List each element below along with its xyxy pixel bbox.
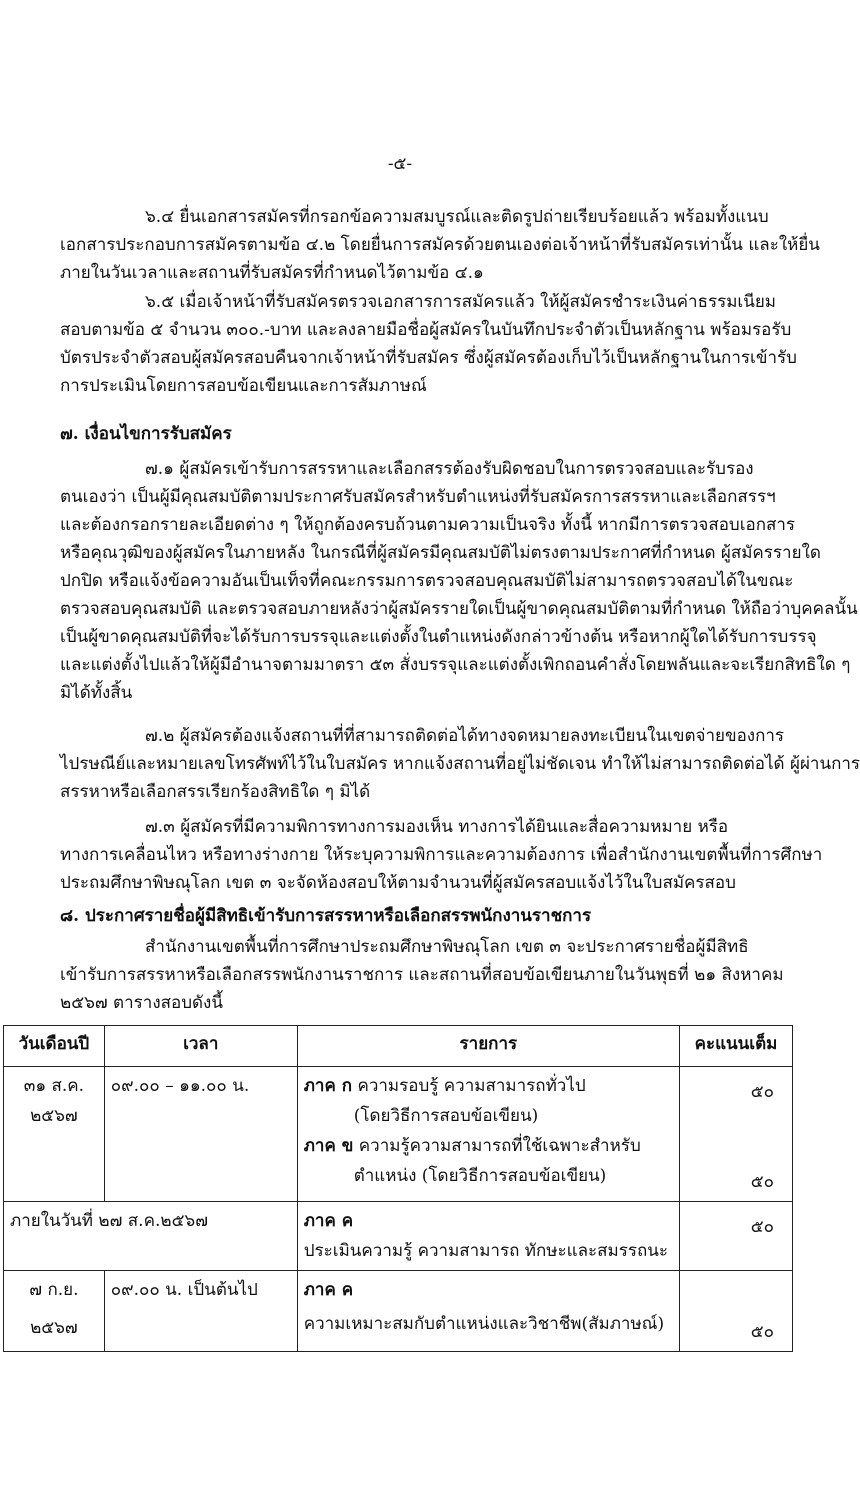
text-line: หรือคุณวุฒิของผู้สมัครในภายหลัง ในกรณีที่ผู้สมัครมีคุณสมบัติไม่ตรงตามประกาศที่กำหนด ผู้สมัครรายใด [60,543,821,563]
text-line: เอกสารประกอบการสมัครตามข้อ ๔.๒ โดยยื่นการสมัครด้วยตนเองต่อเจ้าหน้าที่รับสมัครเท่านั้น และให้ยื่น [60,235,820,255]
text-line: ๒๕๖๗ ตารางสอบดังนี้ [60,993,223,1013]
section-heading-8 [60,902,780,930]
date-cell [4,1271,105,1352]
heading-text: ๗. เงื่อนไขการรับสมัคร [60,424,232,444]
table-row [4,1067,793,1202]
part-a-line [304,1071,673,1101]
text-line: บัตรประจำตัวสอบผู้สมัครสอบคืนจากเจ้าหน้าที่รับสมัคร ซึ่งผู้สมัครต้องเก็บไว้เป็นหลักฐานในการเข้ารับ [60,348,797,368]
time-cell [104,1271,297,1352]
score-cell [679,1271,792,1352]
date-range-cell [4,1202,298,1271]
text-line: สอบตามข้อ ๕ จำนวน ๓๐๐.-บาท และลงลายมือชื่อผู้สมัครในบันทึกประจำตัวเป็นหลักฐาน พร้อมรอรับ [60,320,792,340]
text-line: ประถมศึกษาพิษณุโลก เขต ๓ จะจัดห้องสอบให้ตามจำนวนที่ผู้สมัครสอบแจ้งไว้ในใบสมัครสอบ [60,873,736,893]
text-line: ทางการเคลื่อนไหว หรือทางร่างกาย ให้ระบุความพิการและความต้องการ เพื่อสำนักงานเขตพื้นที่การศึกษา [60,845,823,865]
text-line: ๖.๔ ยื่นเอกสารสมัครที่กรอกข้อความสมบูรณ์และติดรูปถ่ายเรียบร้อยแล้ว พร้อมทั้งแนบ [145,207,769,227]
paragraph-7-2 [60,722,860,806]
part-a-method: (โดยวิธีการสอบข้อเขียน) [353,1106,539,1126]
part-a-text: ความรอบรู้ ความสามารถทั่วไป [352,1076,586,1096]
paragraph-8 [60,933,784,1017]
column-header-date: วันเดือนปี [4,1026,105,1067]
text-line: เข้ารับการสรรหาหรือเลือกสรรพนักงานราชการ และสถานที่สอบข้อเขียนภายในวันพุธที่ ๒๑ สิงหาคม [60,965,784,985]
column-header-score: คะแนนเต็ม [679,1026,792,1067]
date-line: ๓๑ ส.ค. [23,1076,85,1096]
time-text: ๐๙.๐๐ น. เป็นต้นไป [110,1280,258,1300]
text-line: ปกปิด หรือแจ้งข้อความอันเป็นเท็จที่คณะกรรมการตรวจสอบคุณสมบัติไม่สามารถตรวจสอบได้ในขณะ [60,571,794,591]
part-b-method: ตำแหน่ง (โดยวิธีการสอบข้อเขียน) [353,1166,607,1186]
text-line: ๗.๒ ผู้สมัครต้องแจ้งสถานที่ที่สามารถติดต่อได้ทางจดหมายลงทะเบียนในเขตจ่ายของการ [145,726,785,746]
text-line: ไปรษณีย์และหมายเลขโทรศัพท์ไว้ในใบสมัคร หากแจ้งสถานที่อยู่ไม่ชัดเจน ทำให้ไม่สามารถติดต่อได้ ผู้ผ่านการ [60,754,860,774]
part-b-line [304,1131,673,1161]
paragraph-6-5 [60,288,797,400]
score-part-a: ๕๐ [750,1082,774,1102]
exam-schedule-table [3,1025,793,1352]
table-row [4,1202,793,1271]
score-cell [679,1202,792,1271]
item-cell [297,1271,679,1352]
text-line: ๗.๓ ผู้สมัครที่มีความพิการทางการมองเห็น ทางการได้ยินและสื่อความหมาย หรือ [145,817,729,837]
time-cell [104,1067,297,1202]
part-a-title: ภาค ก [303,1076,353,1096]
text-line: ๖.๕ เมื่อเจ้าหน้าที่รับสมัครตรวจเอกสารการสมัครแล้ว ให้ผู้สมัครชำระเงินค่าธรรมเนียม [145,292,777,312]
date-year: ๒๕๖๗ [30,1318,78,1338]
column-header-item: รายการ [297,1026,679,1067]
section-heading-7 [60,420,780,448]
item-cell [297,1202,679,1271]
text-line: สำนักงานเขตพื้นที่การศึกษาประถมศึกษาพิษณุโลก เขต ๓ จะประกาศรายชื่อผู้มีสิทธิ [145,937,749,957]
item-cell [297,1067,679,1202]
part-c-title: ภาค ค [303,1280,354,1300]
text-line: การประเมินโดยการสอบข้อเขียนและการสัมภาษณ์ [60,376,427,396]
paragraph-6-4 [60,203,820,287]
paragraph-7-1 [60,455,858,707]
date-cell [4,1067,105,1202]
part-c-text: ประเมินความรู้ ความสามารถ ทักษะและสมรรถนะ [303,1241,669,1261]
text-line: ภายในวันเวลาและสถานที่รับสมัครที่กำหนดไว้ตามข้อ ๔.๑ [60,263,484,283]
date-year: ๒๕๖๗ [30,1106,78,1126]
part-c-title: ภาค ค [303,1211,354,1231]
time-text: ๐๙.๐๐ – ๑๑.๐๐ น. [110,1076,250,1096]
score-cell [679,1067,792,1202]
text-line: เป็นผู้ขาดคุณสมบัติที่จะได้รับการบรรจุและแต่งตั้งในตำแหน่งดังกล่าวข้างต้น หรือหากผู้ใดได้รับการบรรจุ [60,627,817,647]
paragraph-7-3 [60,813,823,897]
score-interview: ๕๐ [750,1322,774,1342]
date-range-text: ภายในวันที่ ๒๗ ส.ค.๒๕๖๗ [10,1211,209,1231]
text-line: สรรหาหรือเลือกสรรเรียกร้องสิทธิใด ๆ มิได้ [60,782,371,802]
part-c-text: ความเหมาะสมกับตำแหน่งและวิชาชีพ(สัมภาษณ์) [303,1314,665,1334]
part-b-title: ภาค ข [303,1136,354,1156]
score-part-b: ๕๐ [750,1172,774,1192]
score-part-c: ๕๐ [750,1217,774,1237]
text-line: ตรวจสอบคุณสมบัติ และตรวจสอบภายหลังว่าผู้สมัครรายใดเป็นผู้ขาดคุณสมบัติตามที่กำหนด ให้ถือว่าบุคคลนั้น [60,599,858,619]
part-b-text: ความรู้ความสามารถที่ใช้เฉพาะสำหรับ [353,1136,641,1156]
date-line: ๗ ก.ย. [29,1280,79,1300]
column-header-time: เวลา [104,1026,297,1067]
table-row [4,1271,793,1352]
table-header-row [4,1026,793,1067]
page-number: -๕- [387,154,413,174]
text-line: ๗.๑ ผู้สมัครเข้ารับการสรรหาและเลือกสรรต้องรับผิดชอบในการตรวจสอบและรับรอง [145,459,754,479]
text-line: และต้องกรอกรายละเอียดต่าง ๆ ให้ถูกต้องครบถ้วนตามความเป็นจริง ทั้งนี้ หากมีการตรวจสอบเอกสาร [60,515,796,535]
text-line: ตนเองว่า เป็นผู้มีคุณสมบัติตามประกาศรับสมัครสำหรับตำแหน่งที่รับสมัครการสรรหาและเลือกสรรฯ [60,487,776,507]
text-line: มิได้ทั้งสิ้น [60,683,133,703]
text-line: และแต่งตั้งไปแล้วให้ผู้มีอำนาจตามมาตรา ๕๓ สั่งบรรจุและแต่งตั้งเพิกถอนคำสั่งโดยพลันและจะเรียกสิทธิใด ๆ [60,655,851,675]
heading-text: ๘. ประกาศรายชื่อผู้มีสิทธิเข้ารับการสรรหาหรือเลือกสรรพนักงานราชการ [60,906,592,926]
